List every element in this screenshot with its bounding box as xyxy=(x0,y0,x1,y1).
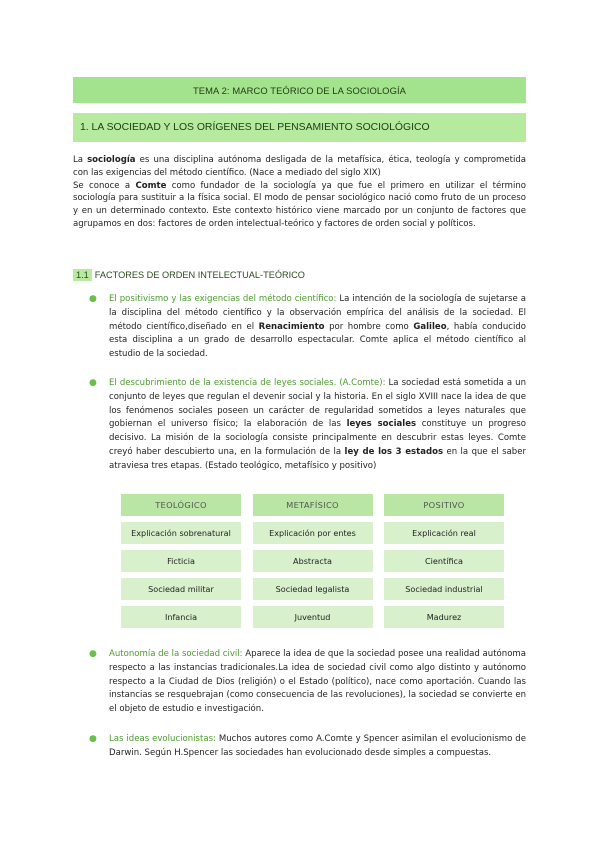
table-row xyxy=(121,550,504,572)
intro-bold-term: Comte xyxy=(135,180,167,191)
intro-bold-term: sociología xyxy=(87,155,136,165)
table-cell: Abstracta xyxy=(253,550,373,572)
bullet-bold: Renacimiento xyxy=(258,321,325,332)
table-row xyxy=(121,522,504,544)
bullet-term: Autonomía de la sociedad civil: xyxy=(109,649,243,659)
list-item xyxy=(89,733,526,761)
subsection-number: 1.1 xyxy=(73,269,92,281)
list-item xyxy=(89,377,526,474)
intro-text: como fundador de la sociología ya que fue el primero en utilizar el término sociología para sustituir a la física social. El modo de pensar sociológico nació como fruto de un proceso y en un determinado contexto. Este contexto histórico viene marcado por un conjunto de factores que agrupamos en dos: factores de orden intelectual-teórico y factores de orden social y políticos. xyxy=(73,180,526,229)
intro-paragraph xyxy=(73,154,526,231)
bullet-term: El positivismo y las exigencias del método científico: xyxy=(109,294,337,304)
bullet-text: por hombre como xyxy=(324,321,414,332)
intro-text: es una disciplina autónoma desligada de la metafísica, ética, teología y comprometida con las exigencias del método científico. (Nace a mediado del siglo XIX) xyxy=(73,155,526,178)
table-cell: Explicación por entes xyxy=(253,522,373,544)
bullet-text: Muchos autores como A.Comte y Spencer asimilan el evolucionismo de Darwin. Según H.Spencer las sociedades han evolucionado desde simples a compuestas. xyxy=(109,734,526,758)
bullet-text: en la que el saber atraviesa tres etapas. (Estado teológico, metafísico y positivo) xyxy=(109,446,527,471)
bullet-text: constituye un progreso decisivo. La misión de la sociología consiste principalmente en descubrir estas leyes. Comte creyó haber descubierto una, en la formulación de la xyxy=(109,419,526,457)
bullet-icon: ● xyxy=(89,378,97,388)
table-cell: Sociedad militar xyxy=(121,578,241,600)
table-header-row xyxy=(121,494,504,516)
table-cell: Científica xyxy=(384,550,504,572)
bullet-term: Las ideas evolucionistas: xyxy=(109,734,216,744)
table-header-cell: METAFÍSICO xyxy=(253,494,373,516)
table-cell: Sociedad industrial xyxy=(384,578,504,600)
table-cell: Madurez xyxy=(384,606,504,628)
bullet-bold: Galileo xyxy=(413,321,447,332)
document-title: TEMA 2: MARCO TEÓRICO DE LA SOCIOLOGÍA xyxy=(73,77,526,103)
subsection-heading xyxy=(73,266,305,284)
table-cell: Ficticia xyxy=(121,550,241,572)
subsection-label: FACTORES DE ORDEN INTELECTUAL-TEÓRICO xyxy=(94,270,305,280)
bullet-bold: ley de los 3 estados xyxy=(344,446,444,457)
table-cell: Sociedad legalista xyxy=(253,578,373,600)
bullet-term: El descubrimiento de la existencia de leyes sociales. (A.Comte): xyxy=(109,378,386,388)
table-header-cell: TEOLÓGICO xyxy=(121,494,241,516)
bullet-icon: ● xyxy=(89,734,97,744)
bullet-text: , había conducido esta disciplina a un grado de desarrollo espectacular. Comte aplica el método científico al estudio de la sociedad. xyxy=(109,321,527,360)
bullet-text: La sociedad está sometida a un conjunto de leyes que regulan el devenir social y la historia. En el siglo XVIII nace la idea de que los fenómenos sociales poseen un carácter de regularidad sometidos a leyes naturales que gobiernan el universo físico; la elaboración de las xyxy=(109,378,526,430)
list-item xyxy=(89,293,526,362)
bullet-icon: ● xyxy=(89,294,97,304)
list-item xyxy=(89,648,526,717)
table-row xyxy=(121,578,504,600)
three-states-table xyxy=(121,494,504,634)
table-cell: Infancia xyxy=(121,606,241,628)
bullet-text: Aparece la idea de que la sociedad posee una realidad autónoma respecto a las instancias tradicionales.La idea de sociedad civil como algo distinto y autónomo respecto a la Ciudad de Dios (religión) o el Estado (político), nace como aportación. Cuando las instancias se resquebrajan (como consecuencia de las revoluciones), la sociedad se convierte en el objeto de estudio e investigación. xyxy=(109,649,526,715)
table-row xyxy=(121,606,504,628)
intro-text: La xyxy=(73,155,88,165)
table-cell: Juventud xyxy=(253,606,373,628)
intro-text: Se conoce a xyxy=(73,180,136,191)
section-heading: 1. LA SOCIEDAD Y LOS ORÍGENES DEL PENSAMIENTO SOCIOLÓGICO xyxy=(73,113,526,142)
bullet-bold: leyes sociales xyxy=(346,419,417,430)
table-header-cell: POSITIVO xyxy=(384,494,504,516)
table-cell: Explicación real xyxy=(384,522,504,544)
bullet-text: La intención de la sociología de sujetarse a la disciplina del método científico y la observación empírica del análisis de la sociedad. El método científico,diseñado en el xyxy=(109,294,526,332)
bullet-icon: ● xyxy=(89,649,97,659)
table-cell: Explicación sobrenatural xyxy=(121,522,241,544)
